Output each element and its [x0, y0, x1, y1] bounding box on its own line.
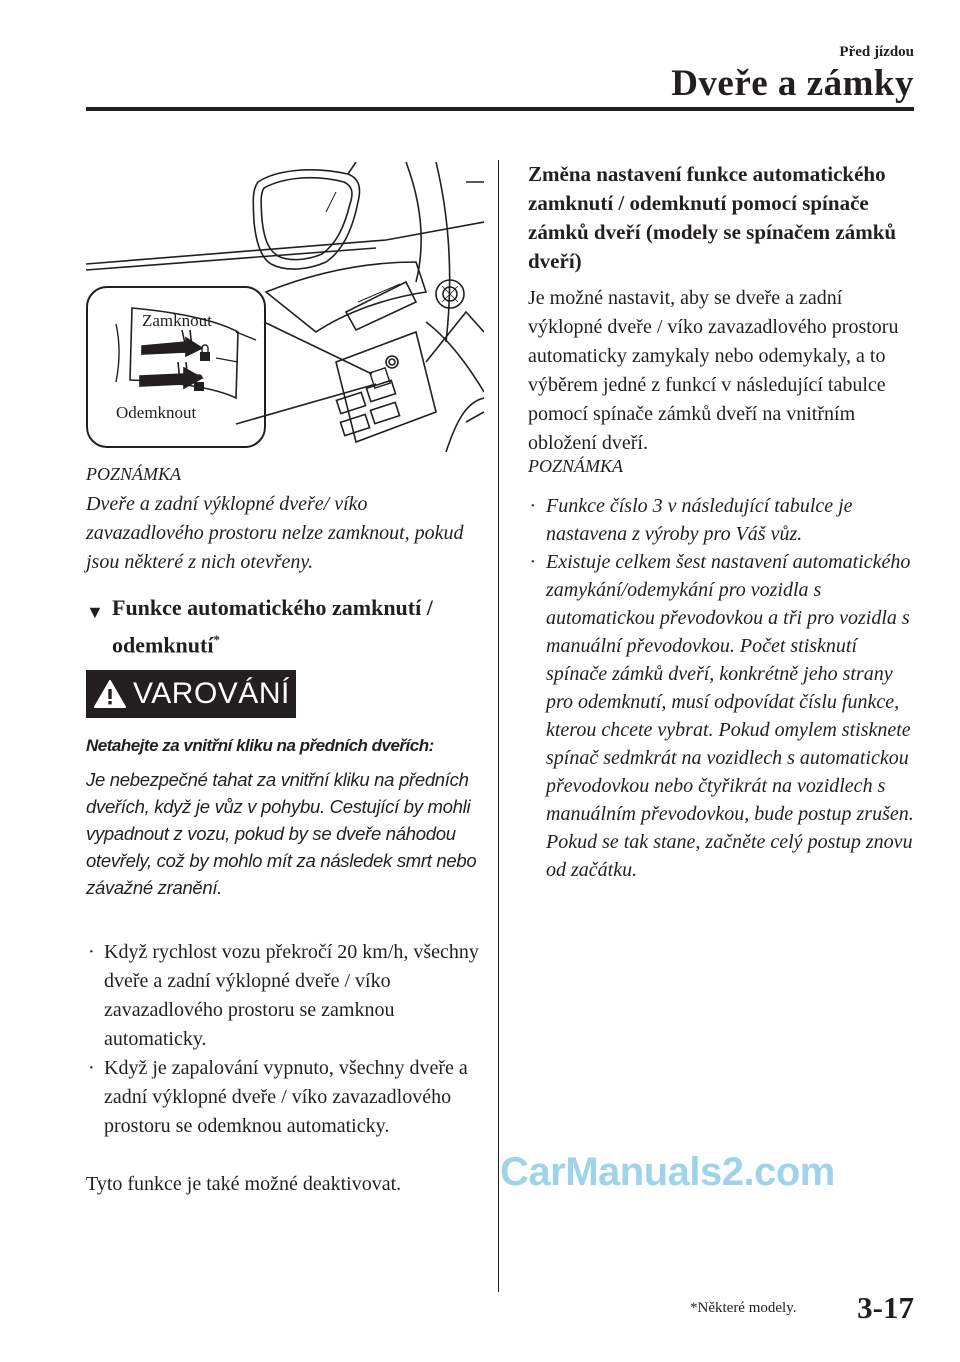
warning-triangle-icon [93, 679, 127, 709]
footnote: *Některé modely. [690, 1300, 797, 1316]
list-item: · Když je zapalování vypnuto, všechny dveře a zadní výklopné dveře / víko zavazadlového prostoru se odemknou automaticky. [88, 1057, 468, 1137]
bullet-text: Když je zapalování vypnuto, všechny dveře a zadní výklopné dveře / víko zavazadlového prostoru se odemknou automaticky. [104, 1057, 468, 1137]
label-lock: Zamknout [142, 311, 212, 330]
right-paragraph: Je možné nastavit, aby se dveře a zadní výklopné dveře / víko zavazadlového prostoru automaticky zamykaly nebo odemykaly, a to výběrem jedné z funkcí v následující tabulce pomocí spínače zámků dveří na vnitřním obložení dveří. [528, 287, 899, 454]
header-rule [86, 107, 914, 111]
right-note-heading: POZNÁMKA [528, 456, 624, 476]
warning-label: VAROVÁNÍ [133, 677, 290, 710]
note-item-text: Funkce číslo 3 v následující tabulce je nastavena z výroby pro Váš vůz. [546, 495, 853, 545]
header-section-label: Před jízdou [839, 44, 914, 60]
list-item: · Existuje celkem šest nastavení automatického zamykání/odemykání pro vozidla s automatickou převodovkou a tři pro vozidla s manuální převodovkou. Počet stisknutí spínače zámků dveří, konkrétně jeho strany pro odemknutí, musí odpovídat číslu funkce, kterou chcete vybrat. Pokud omylem stisknete spínač sedmkrát na vozidlech s automatickou převodovkou nebo čtyřikrát na vozidlech s manuálním převodovkou, bude postup zrušen. Pokud se tak stane, začněte celý postup znovu od začátku. [530, 551, 914, 881]
column-divider [498, 160, 499, 1292]
section-marker: ▼ [86, 602, 104, 622]
list-item: · Když rychlost vozu překročí 20 km/h, všechny dveře a zadní výklopné dveře / víko zavazadlového prostoru se zamknou automaticky. [88, 941, 479, 1050]
page-number: 3-17 [857, 1290, 914, 1325]
section-asterisk: * [213, 632, 220, 647]
door-lock-switch-illustration [86, 162, 484, 452]
right-heading: Změna nastavení funkce automatického zamknutí / odemknutí pomocí spínače zámků dveří (modely se spínačem zámků dveří) [528, 162, 897, 273]
list-item: · Funkce číslo 3 v následující tabulce je nastavena z výroby pro Váš vůz. [530, 495, 853, 545]
section-heading [86, 592, 486, 661]
bullet-text: Když rychlost vozu překročí 20 km/h, všechny dveře a zadní výklopné dveře / víko zavazadlového prostoru se zamknou automaticky. [104, 941, 479, 1050]
auto-lock-bullets [86, 938, 486, 1141]
watermark: CarManuals2.com [500, 1150, 835, 1194]
warning-banner [86, 670, 296, 718]
note-heading: POZNÁMKA [86, 464, 182, 484]
deactivate-text: Tyto funkce je také možné deaktivovat. [86, 1173, 402, 1195]
label-unlock: Odemknout [116, 403, 197, 422]
note-text: Dveře a zadní výklopné dveře/ víko zavazadlového prostoru nelze zamknout, pokud jsou některé z nich otevřeny. [86, 493, 464, 573]
warning-title: Netahejte za vnitřní kliku na předních dveřích: [86, 736, 434, 755]
warning-text: Je nebezpečné tahat za vnitřní kliku na předních dveřích, když je vůz v pohybu. Cestující by mohli vypadnout z vozu, pokud by se dveře náhodou otevřely, což by mohlo mít za následek smrt nebo závažné zranění. [86, 769, 477, 898]
note-item-text: Existuje celkem šest nastavení automatického zamykání/odemykání pro vozidla s automatickou převodovkou a tři pro vozidla s manuální převodovkou. Počet stisknutí spínače zámků dveří, konkrétně jeho strany pro odemknutí, musí odpovídat číslu funkce, kterou chcete vybrat. Pokud omylem stisknete spínač sedmkrát na vozidlech s automatickou převodovkou nebo čtyřikrát na vozidlech s manuálním převodovkou, bude postup zrušen. Pokud se tak stane, začněte celý postup znovu od začátku. [546, 551, 914, 881]
section-title: Funkce automatického zamknutí / odemknutí [112, 595, 433, 658]
right-notes [528, 492, 918, 884]
page-title: Dveře a zámky [671, 63, 914, 104]
